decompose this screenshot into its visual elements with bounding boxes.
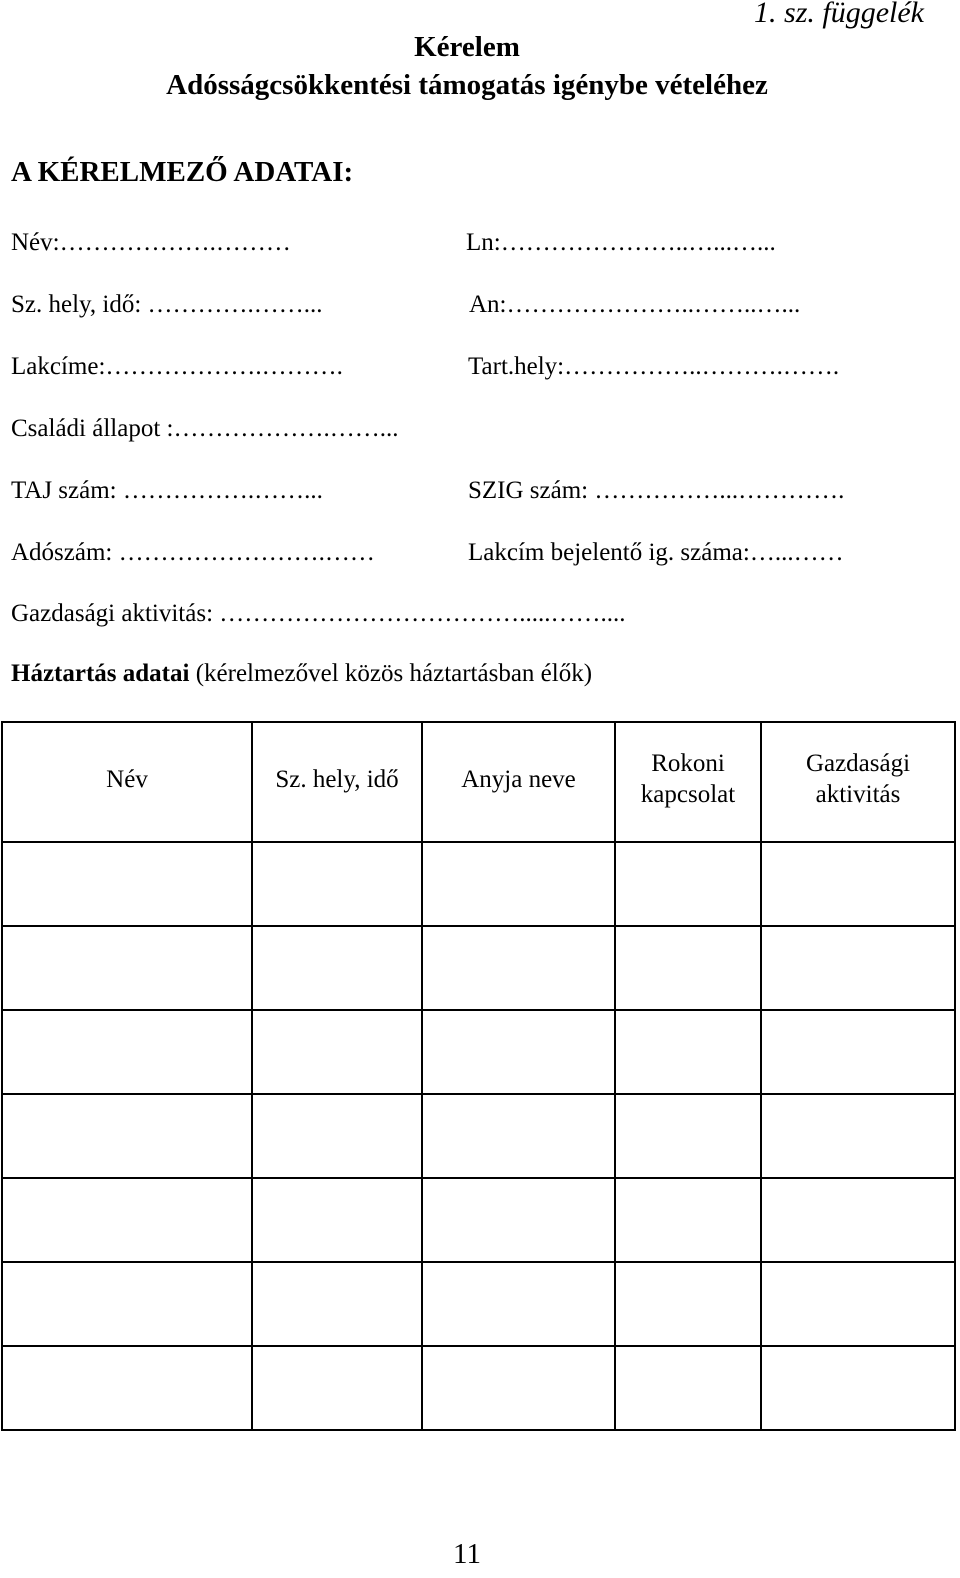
table-cell[interactable] [422,1262,615,1346]
address-field[interactable]: Lakcíme:……………….………. [11,353,343,380]
household-heading-bold: Háztartás adatai [11,660,190,687]
applicant-section-title: A KÉRELMEZŐ ADATAI: [11,156,354,188]
appendix-label: 1. sz. függelék [754,0,924,29]
column-header-birthplace-date: Sz. hely, idő [252,722,422,842]
table-cell[interactable] [2,1010,252,1094]
table-cell[interactable] [615,1178,761,1262]
household-table [1,721,956,1431]
form-subtitle: Adósságcsökkentési támogatás igénybe vételéhez [166,69,768,101]
household-heading-rest: (kérelmezővel közös háztartásban élők) [189,660,593,687]
column-header-mother-name: Anyja neve [422,722,615,842]
table-cell[interactable] [252,1262,422,1346]
name-field[interactable]: Név:……………….……… [11,229,291,256]
table-cell[interactable] [761,1346,955,1430]
table-cell[interactable] [615,1010,761,1094]
table-header-row [2,722,955,842]
table-cell[interactable] [422,1346,615,1430]
table-cell[interactable] [252,1094,422,1178]
table-cell[interactable] [761,1262,955,1346]
table-cell[interactable] [615,842,761,926]
column-header-relationship: Rokoni kapcsolat [615,722,761,842]
residence-field[interactable]: Tart.hely:……………..……….……. [468,353,840,380]
column-header-economic-activity: Gazdasági aktivitás [761,722,955,842]
table-cell[interactable] [761,926,955,1010]
table-cell[interactable] [2,1094,252,1178]
table-cell[interactable] [2,1262,252,1346]
table-cell[interactable] [422,842,615,926]
economic-activity-field[interactable]: Gazdasági aktivitás: ……………………………….....…….... [11,600,626,627]
table-cell[interactable] [761,1094,955,1178]
table-cell[interactable] [2,1178,252,1262]
table-cell[interactable] [252,1178,422,1262]
taj-number-field[interactable]: TAJ szám: …………….……... [11,477,323,504]
table-cell[interactable] [252,842,422,926]
table-cell[interactable] [615,926,761,1010]
table-cell[interactable] [615,1262,761,1346]
tax-number-field[interactable]: Adószám: …………………….…… [11,539,375,566]
table-row [2,1094,955,1178]
table-row [2,1346,955,1430]
table-cell[interactable] [252,1346,422,1430]
table-row [2,842,955,926]
address-registration-field[interactable]: Lakcím bejelentő ig. száma:…...…… [468,539,844,566]
table-row [2,1178,955,1262]
table-cell[interactable] [252,1010,422,1094]
table-row [2,926,955,1010]
mother-name-field[interactable]: An:…………………..……..…... [469,291,801,318]
column-header-name: Név [2,722,252,842]
table-cell[interactable] [422,1094,615,1178]
table-cell[interactable] [761,1178,955,1262]
table-cell[interactable] [2,1346,252,1430]
page-number: 11 [453,1538,481,1570]
table-cell[interactable] [422,926,615,1010]
table-cell[interactable] [761,842,955,926]
table-cell[interactable] [2,926,252,1010]
table-cell[interactable] [2,842,252,926]
table-cell[interactable] [615,1094,761,1178]
table-row [2,1010,955,1094]
table-row [2,1262,955,1346]
table-cell[interactable] [761,1010,955,1094]
birth-name-field[interactable]: Ln:…………………..…...…... [466,229,776,256]
marital-status-field[interactable]: Családi állapot :……………….……... [11,415,399,442]
table-cell[interactable] [252,926,422,1010]
table-cell[interactable] [615,1346,761,1430]
id-card-number-field[interactable]: SZIG szám: ……………...…………. [468,477,845,504]
birthplace-date-field[interactable]: Sz. hely, idő: ………….……... [11,291,323,318]
household-heading [11,660,592,688]
form-title: Kérelem [414,31,520,63]
table-cell[interactable] [422,1010,615,1094]
table-cell[interactable] [422,1178,615,1262]
